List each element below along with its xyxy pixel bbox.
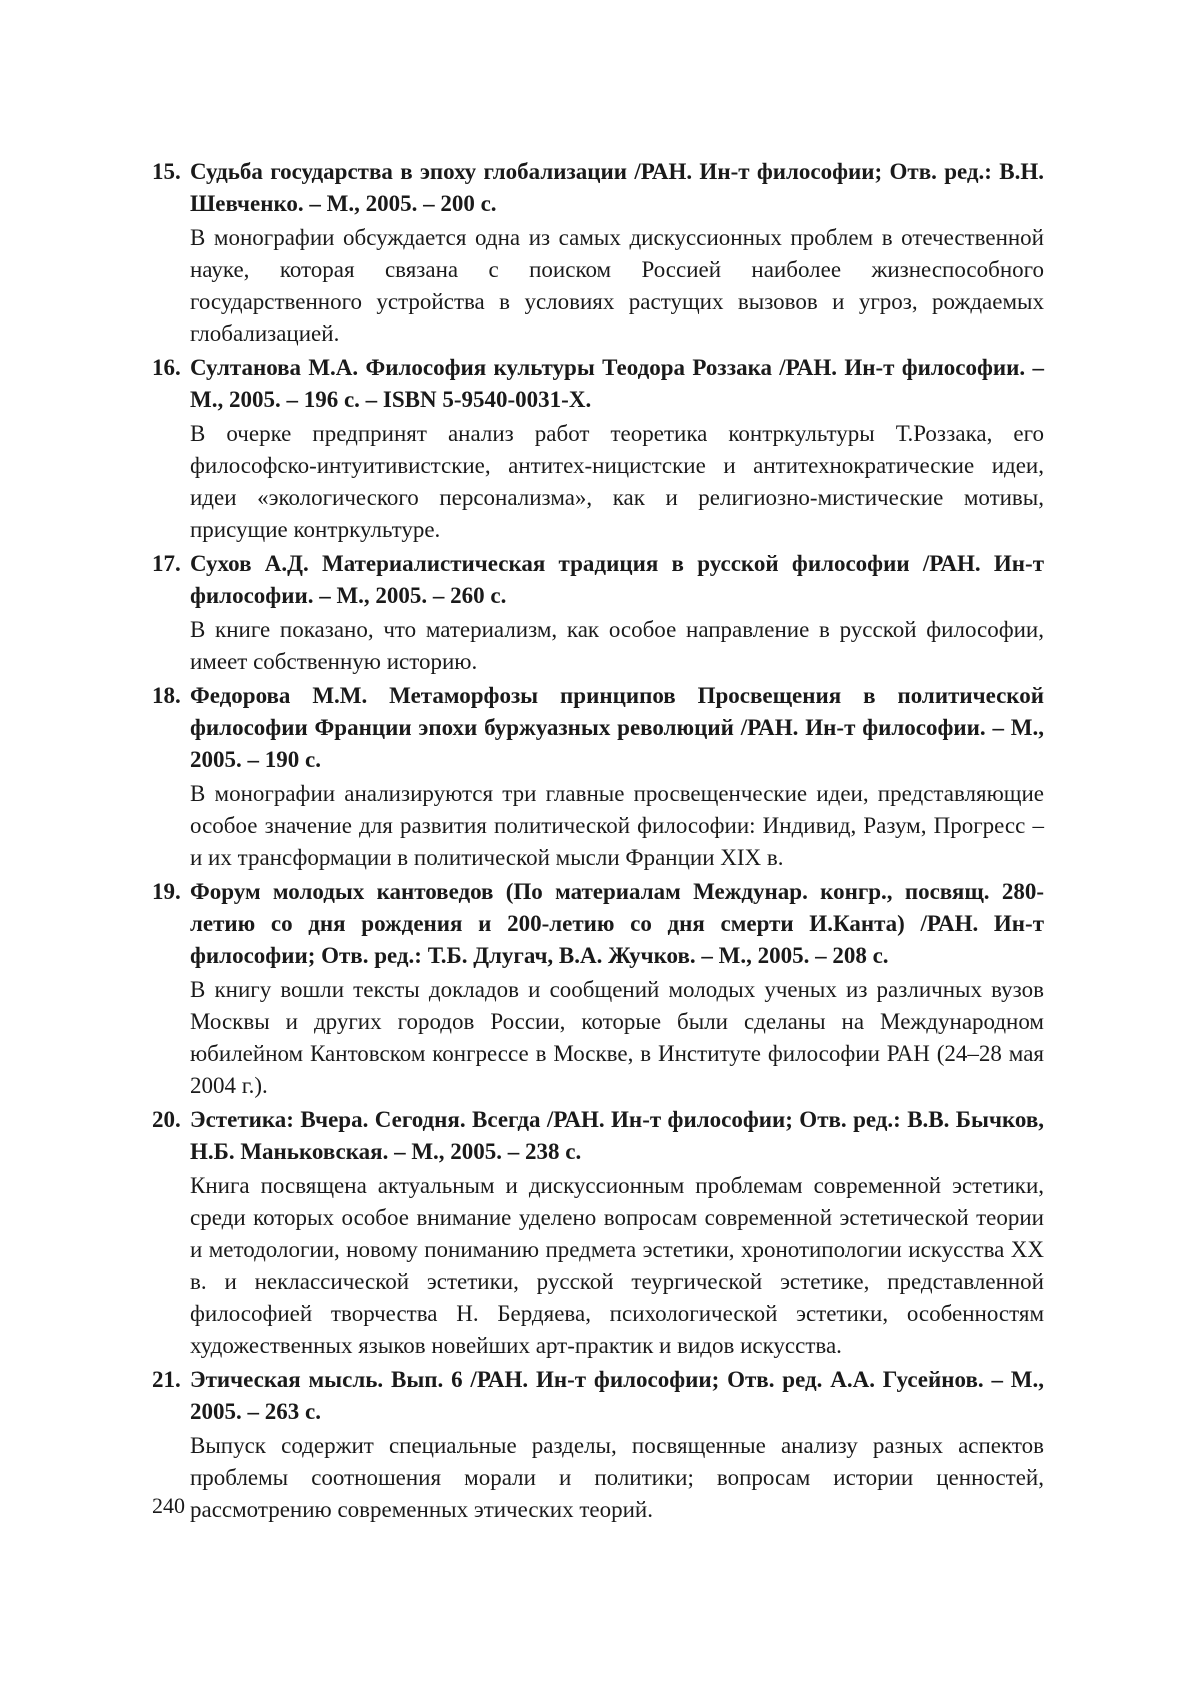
entry-number: 15. — [152, 159, 181, 184]
entry-title: Султанова М.А. Философия культуры Теодора Роззака /РАН. Ин-т философии. – М., 2005. – 196 с. – ISBN 5-9540-0031-X. — [190, 355, 1044, 412]
entry-title: Эстетика: Вчера. Сегодня. Всегда /РАН. Ин-т философии; Отв. ред.: В.В. Бычков, Н.Б. Маньковская. – М., 2005. – 238 с. — [190, 1107, 1044, 1164]
bibliography-entry — [152, 156, 1044, 350]
entry-description: В монографии анализируются три главные просвещенческие идеи, представляющие особое значение для развития политической философии: Индивид, Разум, Прогресс – и их трансформации в политической мысли Франции XIX в. — [190, 781, 1044, 870]
entry-number: 19. — [152, 879, 181, 904]
bibliography-entry — [152, 548, 1044, 678]
bibliography-entry — [152, 680, 1044, 874]
entry-description: В монографии обсуждается одна из самых дискуссионных проблем в отечественной науке, которая связана с поиском Россией наиболее жизнеспособного государственного устройства в условиях растущих вызовов и угроз, рождаемых глобализацией. — [190, 225, 1044, 346]
bibliography-entry — [152, 1364, 1044, 1526]
bibliography-list — [152, 156, 1044, 1528]
entry-title: Сухов А.Д. Материалистическая традиция в русской философии /РАН. Ин-т философии. – М., 2005. – 260 с. — [190, 551, 1044, 608]
entry-number: 16. — [152, 355, 181, 380]
entry-title: Федорова М.М. Метаморфозы принципов Просвещения в политической философии Франции эпохи буржуазных революций /РАН. Ин-т философии. – М., 2005. – 190 с. — [190, 683, 1044, 772]
entry-description: В очерке предпринят анализ работ теоретика контркультуры Т.Роззака, его философско-интуитивистские, антитех-ницистские и антитехнократические идеи, идеи «экологического персонализма», как и религиозно-мистические мотивы, присущие контркультуре. — [190, 421, 1044, 542]
entry-description: В книгу вошли тексты докладов и сообщений молодых ученых из различных вузов Москвы и других городов России, которые были сделаны на Международном юбилейном Кантовском конгрессе в Москве, в Институте философии РАН (24–28 мая 2004 г.). — [190, 977, 1044, 1098]
entry-title: Форум молодых кантоведов (По материалам Междунар. конгр., посвящ. 280-летию со дня рождения и 200-летию со дня смерти И.Канта) /РАН. Ин-т философии; Отв. ред.: Т.Б. Длугач, В.А. Жучков. – М., 2005. – 208 с. — [190, 879, 1044, 968]
page-number: 240 — [152, 1493, 185, 1518]
entry-number: 17. — [152, 551, 181, 576]
entry-description: В книге показано, что материализм, как особое направление в русской философии, имеет собственную историю. — [190, 617, 1044, 674]
entry-description: Выпуск содержит специальные разделы, посвященные анализу разных аспектов проблемы соотношения морали и политики; вопросам истории ценностей, рассмотрению современных этических теорий. — [190, 1433, 1044, 1522]
entry-title: Судьба государства в эпоху глобализации /РАН. Ин-т философии; Отв. ред.: В.Н. Шевченко. – М., 2005. – 200 с. — [190, 159, 1044, 216]
entry-number: 20. — [152, 1107, 181, 1132]
bibliography-entry — [152, 352, 1044, 546]
entry-description: Книга посвящена актуальным и дискуссионным проблемам современной эстетики, среди которых особое внимание уделено вопросам современной эстетической теории и методологии, новому пониманию предмета эстетики, хронотипологии искусства XX в. и неклассической эстетики, русской теургической эстетике, представленной философией творчества Н. Бердяева, психологической эстетики, особенностям художественных языков новейших арт-практик и видов искусства. — [190, 1173, 1044, 1358]
entry-number: 18. — [152, 683, 181, 708]
entry-number: 21. — [152, 1367, 181, 1392]
entry-title: Этическая мысль. Вып. 6 /РАН. Ин-т философии; Отв. ред. А.А. Гусейнов. – М., 2005. – 263 с. — [190, 1367, 1044, 1424]
bibliography-entry — [152, 1104, 1044, 1362]
bibliography-entry — [152, 876, 1044, 1102]
